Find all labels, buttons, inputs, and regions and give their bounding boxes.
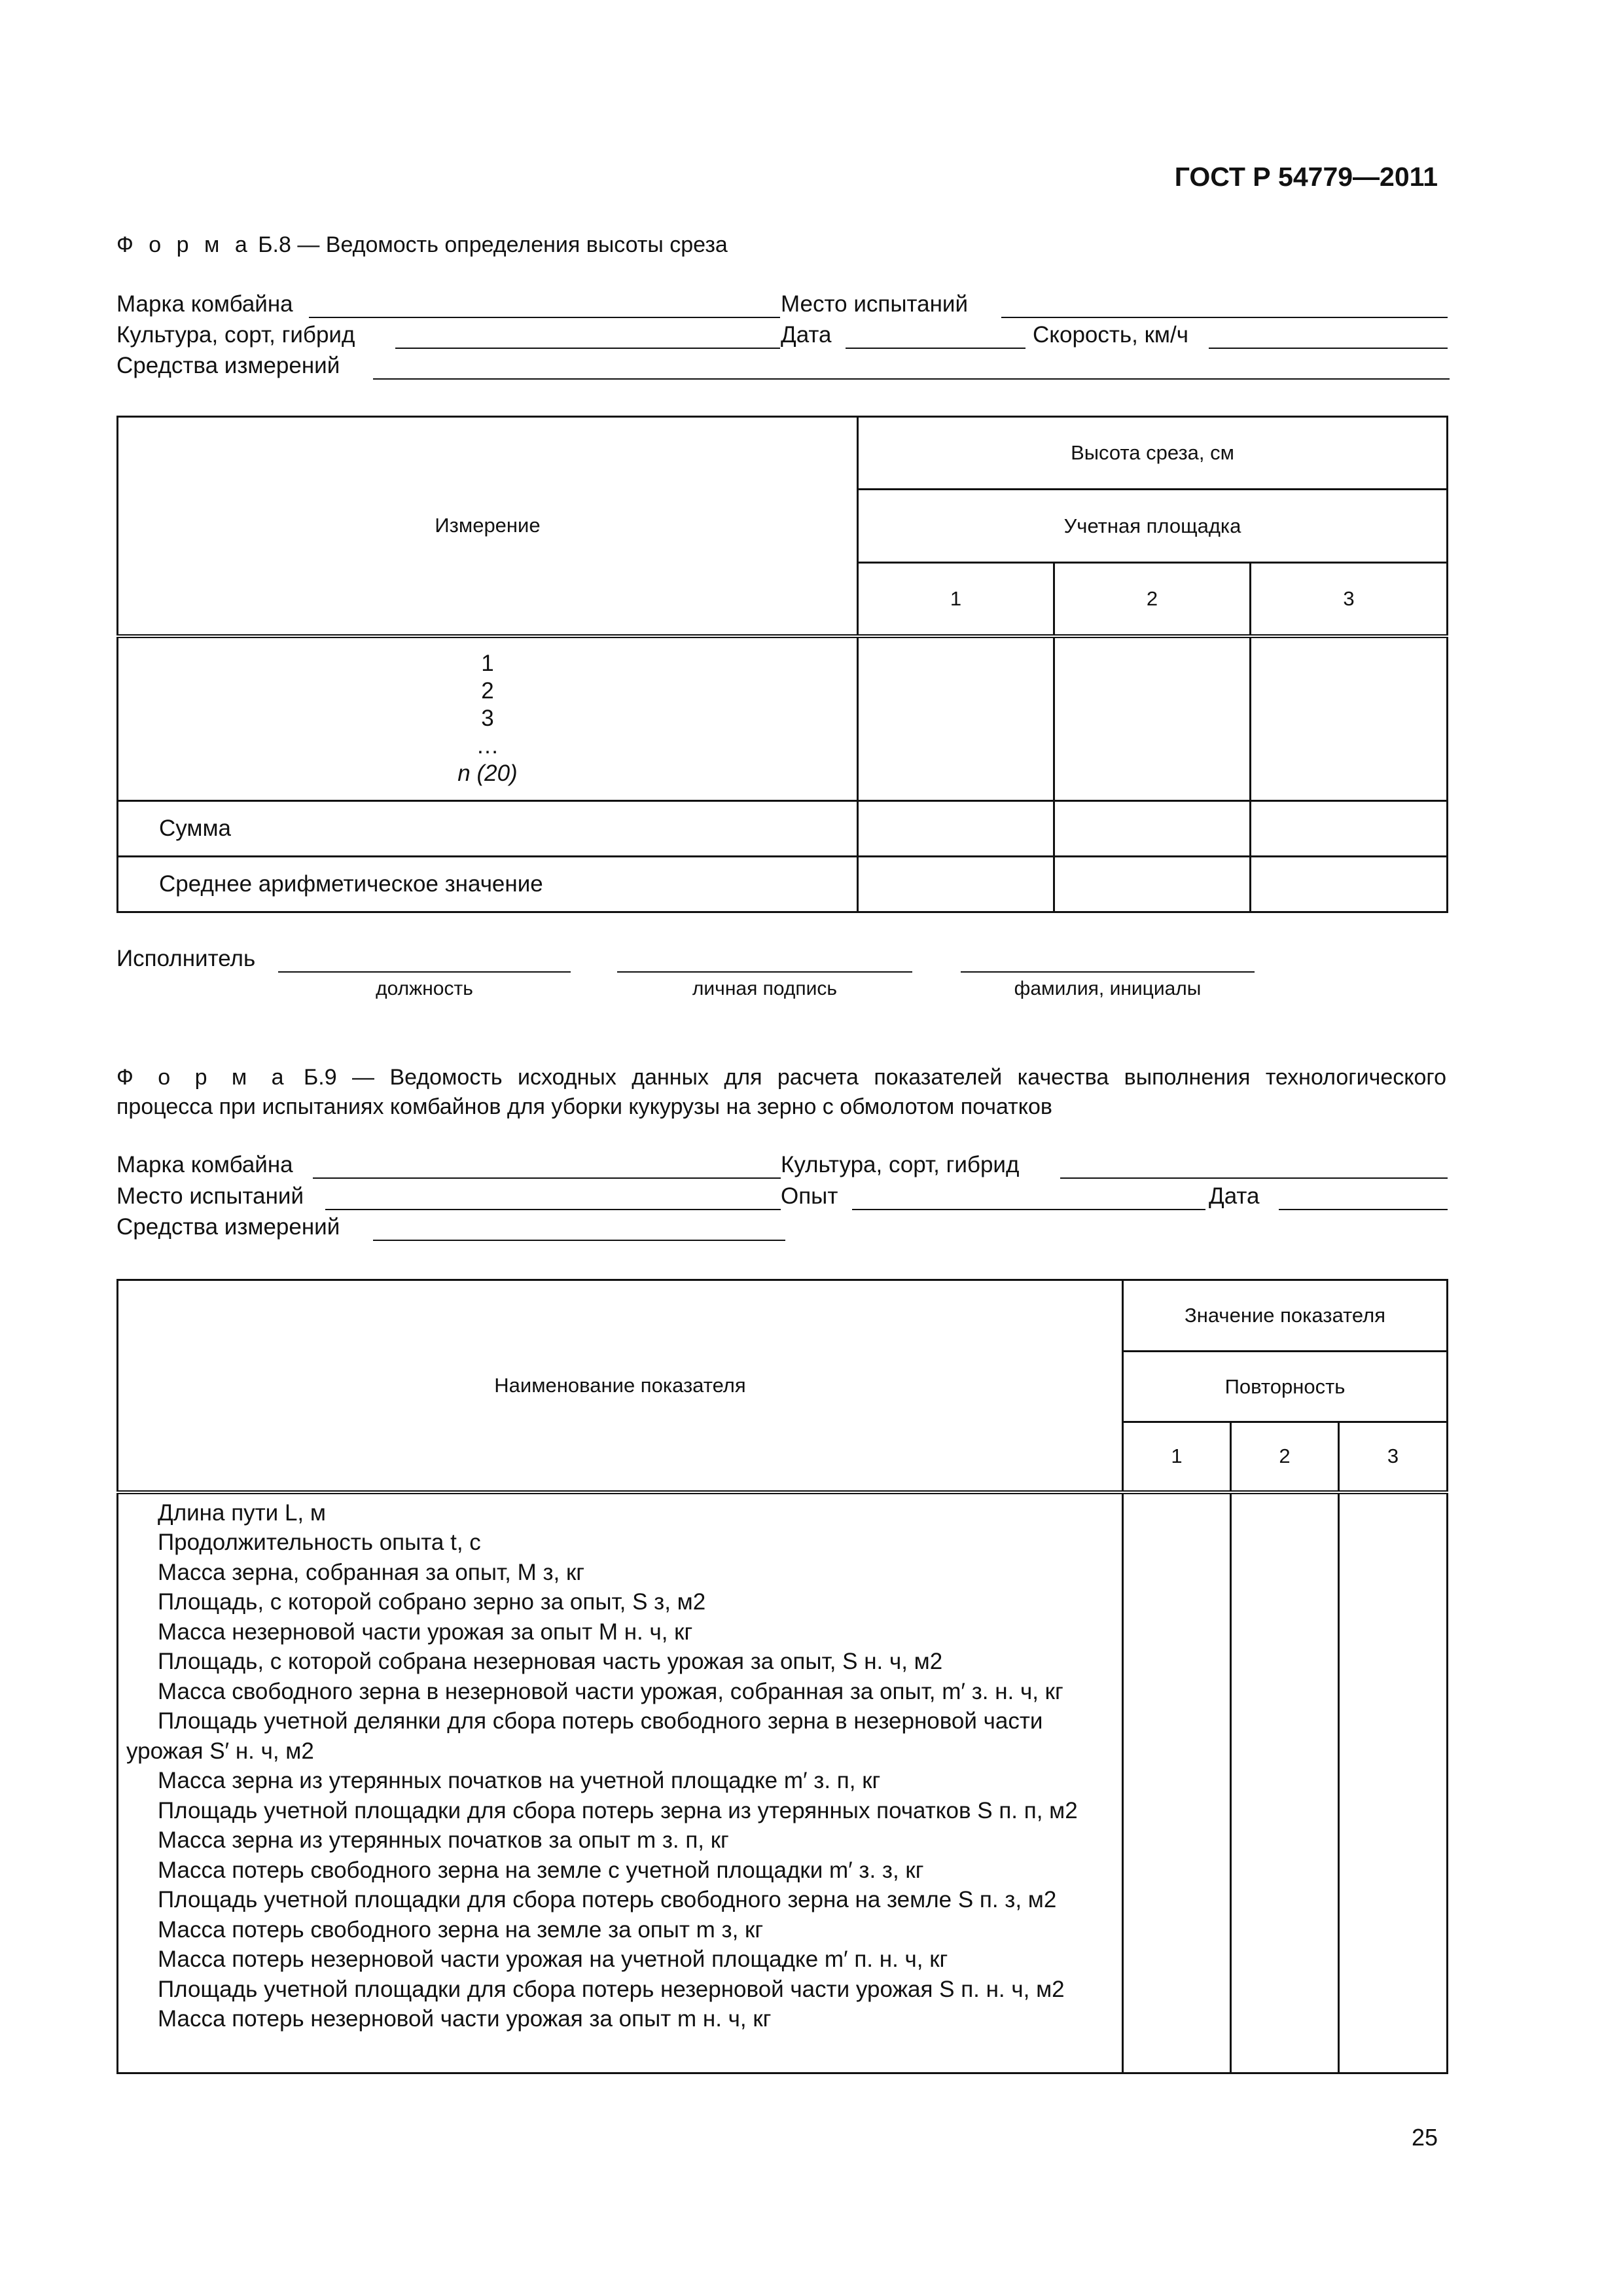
b8-cell[interactable] xyxy=(1054,801,1251,857)
b9-repeat-1: 1 xyxy=(1123,1422,1231,1492)
measure-row: 3 xyxy=(481,706,494,732)
b8-plot-2: 2 xyxy=(1054,563,1251,636)
parameter-row: Масса зерна, собранная за опыт, М з, кг xyxy=(158,1559,585,1585)
b9-cell[interactable] xyxy=(1339,1492,1448,2073)
page-number: 25 xyxy=(1411,2124,1438,2151)
b8-table xyxy=(116,416,1448,913)
executor-label: Исполнитель xyxy=(116,946,256,971)
parameter-row: Длина пути L, м xyxy=(158,1499,326,1526)
b8-col-plot: Учетная площадка xyxy=(858,490,1448,563)
parameter-row: Площадь учетной площадки для сбора потерь зерна из утерянных початков S п. п, м2 xyxy=(158,1797,1078,1823)
b8-row-sum: Сумма xyxy=(118,801,858,857)
b9-site-field[interactable] xyxy=(325,1209,781,1210)
b9-parameter-list xyxy=(118,1492,1123,2073)
measure-row: n (20) xyxy=(457,761,518,787)
parameter-row: Масса зерна из утерянных початков за опыт m з. п, кг xyxy=(158,1827,729,1853)
b8-date-label: Дата xyxy=(781,322,832,348)
b9-combine-field[interactable] xyxy=(313,1177,781,1179)
parameter-row: Продолжительность опыта t, с xyxy=(158,1530,481,1555)
b8-cell[interactable] xyxy=(1054,857,1251,912)
parameter-row: Площадь учетной площадки для сбора потерь свободного зерна на земле S п. з, м2 xyxy=(158,1887,1057,1912)
b9-crop-field[interactable] xyxy=(1060,1177,1448,1179)
form-b8-title-prefix: Ф о р м а xyxy=(116,232,252,257)
b8-instruments-field[interactable] xyxy=(373,378,1450,380)
parameter-row: Масса потерь свободного зерна на земле за опыт m з, кг xyxy=(158,1916,764,1943)
b8-date-field[interactable] xyxy=(846,348,1026,349)
b8-cell[interactable] xyxy=(858,636,1054,801)
b8-speed-field[interactable] xyxy=(1209,348,1448,349)
b8-plot-3: 3 xyxy=(1251,563,1448,636)
executor-name-line[interactable] xyxy=(961,971,1255,973)
position-caption: должность xyxy=(376,978,473,999)
form-b9-title-prefix: Ф о р м а xyxy=(116,1065,289,1090)
b8-instruments-label: Средства измерений xyxy=(116,353,340,378)
b8-cell[interactable] xyxy=(1251,636,1448,801)
parameter-row: Масса потерь свободного зерна на земле с учетной площадки m′ з. з, кг xyxy=(158,1857,924,1883)
executor-signature-line[interactable] xyxy=(617,971,912,973)
measure-row: … xyxy=(476,733,499,759)
b9-col-name: Наименование показателя xyxy=(118,1280,1123,1492)
form-b8-title xyxy=(116,232,728,258)
signature-caption: личная подпись xyxy=(692,978,838,999)
b9-col-value: Значение показателя xyxy=(1123,1280,1448,1352)
b9-cell[interactable] xyxy=(1231,1492,1339,2073)
b8-site-label: Место испытаний xyxy=(781,291,969,317)
form-b9-title-line1 xyxy=(116,1065,1446,1090)
b8-combine-label: Марка комбайна xyxy=(116,291,293,317)
b8-cell[interactable] xyxy=(1251,857,1448,912)
b8-crop-label: Культура, сорт, гибрид xyxy=(116,322,355,348)
parameter-row: Масса потерь незерновой части урожая на учетной площадке m′ п. н. ч, кг xyxy=(158,1946,948,1972)
parameter-row: Масса свободного зерна в незерновой части урожая, собранная за опыт, m′ з. н. ч, кг xyxy=(158,1678,1063,1704)
parameter-row: Масса незерновой части урожая за опыт М н. ч, кг xyxy=(158,1619,693,1645)
b8-row-mean: Среднее арифметическое значение xyxy=(118,857,858,912)
b9-cell[interactable] xyxy=(1123,1492,1231,2073)
b9-combine-label: Марка комбайна xyxy=(116,1152,293,1177)
b8-combine-field[interactable] xyxy=(309,317,780,318)
standard-designation: ГОСТ Р 54779—2011 xyxy=(1174,162,1438,192)
parameter-row: Площадь, с которой собрана незерновая часть урожая за опыт, S н. ч, м2 xyxy=(158,1649,943,1674)
parameter-row: Площадь, с которой собрано зерно за опыт, S з, м2 xyxy=(158,1589,706,1615)
form-b9-title-text: Б.9 — Ведомость исходных данных для расчета показателей качества выполнения технологического xyxy=(303,1065,1446,1090)
b9-instruments-field[interactable] xyxy=(373,1240,785,1241)
parameter-row: Площадь учетной площадки для сбора потерь незерновой части урожая S п. н. ч, м2 xyxy=(158,1976,1065,2002)
measure-row: 2 xyxy=(481,678,494,704)
b9-repeat-2: 2 xyxy=(1231,1422,1339,1492)
parameter-row: Масса потерь незерновой части урожая за опыт m н. ч, кг xyxy=(158,2006,772,2032)
parameter-row: Площадь учетной делянки для сбора потерь свободного зерна в незерновой части xyxy=(158,1708,1043,1734)
b9-col-repeat: Повторность xyxy=(1123,1352,1448,1422)
b9-repeat-3: 3 xyxy=(1339,1422,1448,1492)
b9-table xyxy=(116,1279,1448,2074)
b9-instruments-label: Средства измерений xyxy=(116,1214,340,1240)
b8-cell[interactable] xyxy=(1054,636,1251,801)
b9-date-label: Дата xyxy=(1209,1183,1260,1209)
name-caption: фамилия, инициалы xyxy=(1014,978,1202,999)
b8-cell[interactable] xyxy=(858,857,1054,912)
b8-measurement-list xyxy=(118,636,858,801)
b9-site-label: Место испытаний xyxy=(116,1183,304,1209)
parameter-row-continuation: урожая S′ н. ч, м2 xyxy=(126,1738,314,1764)
b8-cell[interactable] xyxy=(858,801,1054,857)
b8-site-field[interactable] xyxy=(1001,317,1448,318)
b9-experiment-label: Опыт xyxy=(781,1183,838,1209)
executor-position-line[interactable] xyxy=(278,971,571,973)
b8-speed-label: Скорость, км/ч xyxy=(1033,322,1188,348)
b8-cell[interactable] xyxy=(1251,801,1448,857)
form-b8-title-text: Б.8 — Ведомость определения высоты среза xyxy=(258,232,728,257)
b8-col-measurement: Измерение xyxy=(118,417,858,636)
b9-date-field[interactable] xyxy=(1279,1209,1448,1210)
b8-plot-1: 1 xyxy=(858,563,1054,636)
b9-experiment-field[interactable] xyxy=(852,1209,1205,1210)
b8-col-height: Высота среза, см xyxy=(858,417,1448,490)
b9-crop-label: Культура, сорт, гибрид xyxy=(781,1152,1020,1177)
parameter-row: Масса зерна из утерянных початков на учетной площадке m′ з. п, кг xyxy=(158,1768,881,1793)
form-b9-title-line2: процесса при испытаниях комбайнов для уборки кукурузы на зерно с обмолотом початков xyxy=(116,1094,1052,1119)
b8-crop-field[interactable] xyxy=(395,348,780,349)
measure-row: 1 xyxy=(481,651,494,677)
